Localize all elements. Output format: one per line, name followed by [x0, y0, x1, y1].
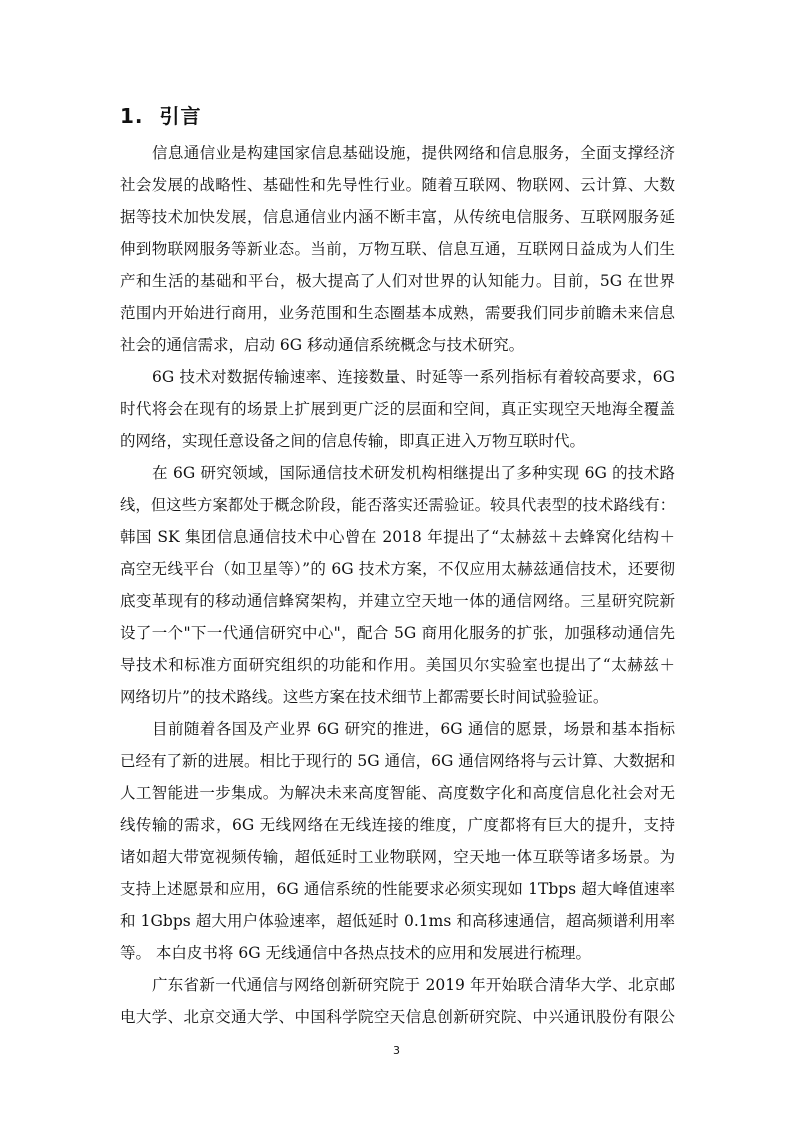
text-line: 设了一个"下一代通信研究中心"，配合 5G 商用化服务的扩张，加强移动通信先: [120, 624, 675, 642]
text-line: 时代将会在现有的场景上扩展到更广泛的层面和空间，真正实现空天地海全覆盖: [120, 400, 675, 418]
text-line: 产和生活的基础和平台，极大提高了人们对世界的认知能力。目前，5G 在世界: [120, 272, 675, 290]
text-line: 等。 本白皮书将 6G 无线通信中各热点技术的应用和发展进行梳理。: [120, 944, 592, 962]
text-line: 范围内开始进行商用，业务范围和生态圈基本成熟，需要我们同步前瞻未来信息: [120, 304, 675, 322]
section-heading: [120, 100, 201, 129]
text-line: 电大学、北京交通大学、中国科学院空天信息创新研究院、中兴通讯股份有限公: [120, 1008, 675, 1026]
text-line: 和 1Gbps 超大用户体验速率，超低延时 0.1ms 和高移速通信，超高频谱利用率: [120, 912, 675, 930]
section-number: 1.: [120, 104, 144, 128]
page-number: 3: [393, 1044, 400, 1057]
text-line: 6G 技术对数据传输速率、连接数量、时延等一系列指标有着较高要求，6G: [152, 368, 675, 386]
section-title: 引言: [159, 104, 202, 128]
text-line: 广东省新一代通信与网络创新研究院于 2019 年开始联合清华大学、北京邮: [152, 976, 675, 994]
text-line: 社会的通信需求，启动 6G 移动通信系统概念与技术研究。: [120, 336, 525, 354]
text-line: 社会发展的战略性、基础性和先导性行业。随着互联网、物联网、云计算、大数: [120, 176, 675, 194]
text-line: 信息通信业是构建国家信息基础设施，提供网络和信息服务，全面支撑经济: [152, 144, 675, 162]
text-line: 已经有了新的进展。相比于现行的 5G 通信，6G 通信网络将与云计算、大数据和: [120, 752, 676, 770]
text-line: 线，但这些方案都处于概念阶段，能否落实还需验证。较具代表型的技术路线有：: [120, 496, 675, 514]
text-line: 网络切片”的技术路线。这些方案在技术细节上都需要长时间试验验证。: [120, 688, 609, 706]
text-line: 韩国 SK 集团信息通信技术中心曾在 2018 年提出了“太赫兹＋去蜂窝化结构＋: [120, 528, 675, 546]
text-line: 高空无线平台（如卫星等）”的 6G 技术方案，不仅应用太赫兹通信技术，还要彻: [120, 560, 675, 578]
text-line: 人工智能进一步集成。为解决未来高度智能、高度数字化和高度信息化社会对无: [120, 784, 675, 802]
text-line: 线传输的需求，6G 无线网络在无线连接的维度，广度都将有巨大的提升，支持: [120, 816, 675, 834]
text-line: 据等技术加快发展，信息通信业内涵不断丰富，从传统电信服务、互联网服务延: [120, 208, 675, 226]
text-line: 导技术和标准方面研究组织的功能和作用。美国贝尔实验室也提出了“太赫兹＋: [120, 656, 675, 674]
text-line: 支持上述愿景和应用，6G 通信系统的性能要求必须实现如 1Tbps 超大峰值速率: [120, 880, 675, 898]
text-line: 目前随着各国及产业界 6G 研究的推进，6G 通信的愿景，场景和基本指标: [152, 720, 675, 738]
text-line: 底变革现有的移动通信蜂窝架构，并建立空天地一体的通信网络。三星研究院新: [120, 592, 675, 610]
text-line: 伸到物联网服务等新业态。当前，万物互联、信息互通，互联网日益成为人们生: [120, 240, 675, 258]
text-line: 在 6G 研究领域，国际通信技术研发机构相继提出了多种实现 6G 的技术路: [152, 464, 675, 482]
text-line: 的网络，实现任意设备之间的信息传输，即真正进入万物互联时代。: [120, 432, 586, 450]
text-line: 诸如超大带宽视频传输，超低延时工业物联网，空天地一体互联等诸多场景。为: [120, 848, 675, 866]
